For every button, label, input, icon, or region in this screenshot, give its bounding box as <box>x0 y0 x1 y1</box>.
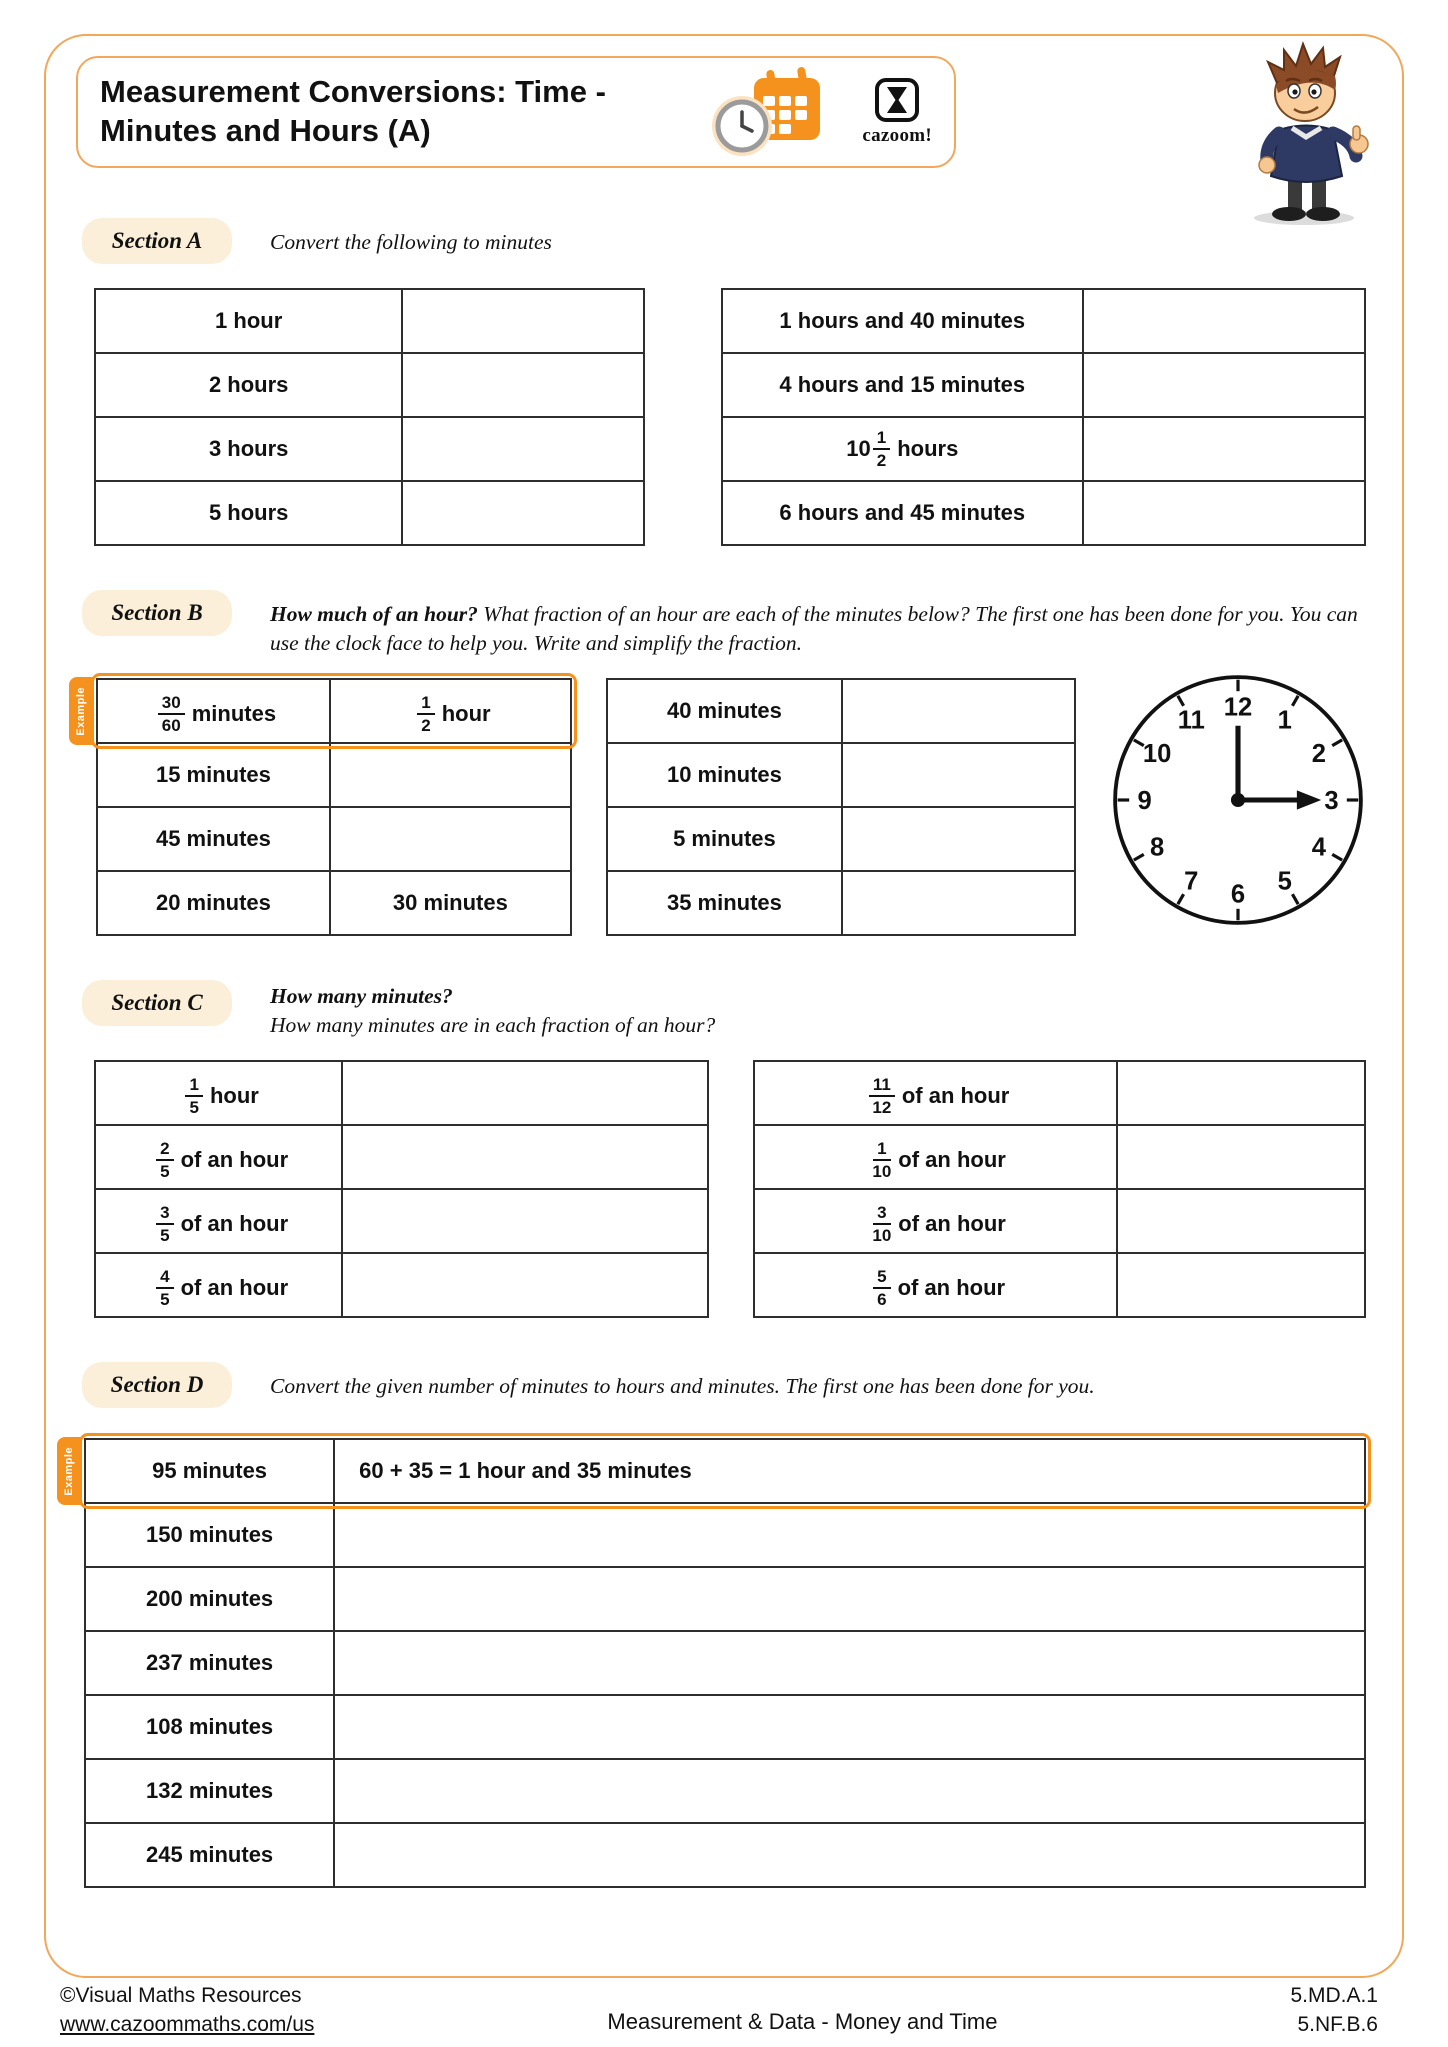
question-cell: 20 minutes <box>97 871 330 935</box>
cazoom-logo-text: cazoom! <box>862 125 932 146</box>
section-b-label: Section B <box>82 590 232 636</box>
example-row <box>85 1439 1365 1503</box>
table-row <box>95 289 644 353</box>
mascot-illustration <box>1232 38 1382 233</box>
section-b-right-table <box>606 678 1076 936</box>
section-b-left-table-wrap <box>75 678 572 936</box>
answer-cell[interactable] <box>402 353 643 417</box>
answer-cell[interactable] <box>1083 417 1365 481</box>
header-box <box>76 56 956 168</box>
answer-cell[interactable] <box>402 289 643 353</box>
question-cell: 5 minutes <box>607 807 842 871</box>
question-cell: 45 minutes <box>97 807 330 871</box>
table-row <box>85 1567 1365 1631</box>
answer-cell[interactable] <box>842 743 1075 807</box>
question-cell: 6 hours and 45 minutes <box>722 481 1083 545</box>
section-c-instruction-rest: How many minutes are in each fraction of an hour? <box>270 1013 716 1038</box>
table-row <box>754 1253 1365 1317</box>
section-a-instruction: Convert the following to minutes <box>270 230 552 254</box>
table-row <box>95 481 644 545</box>
fraction: $\frac{3}{10}$ <box>872 1203 892 1246</box>
question-cell: 40 minutes <box>607 679 842 743</box>
section-d-label: Section D <box>82 1362 232 1408</box>
question-cell: $\frac{2}{5}$ of an hour <box>95 1125 342 1189</box>
section-c-header <box>82 980 1366 1040</box>
fraction: $\frac{1}{10}$ <box>872 1139 892 1182</box>
question-cell: 132 minutes <box>85 1759 334 1823</box>
example-answer-cell: $\frac{1}{2}$ hour <box>330 679 571 743</box>
clock-number: 6 <box>1230 880 1246 909</box>
table-row <box>85 1631 1365 1695</box>
section-a-header <box>82 218 1366 264</box>
table-row <box>97 871 571 935</box>
clock-number: 4 <box>1311 833 1327 862</box>
question-cell: 15 minutes <box>97 743 330 807</box>
question-cell: 1 hour <box>95 289 402 353</box>
table-row <box>754 1189 1365 1253</box>
clock-calendar-icon <box>712 66 832 158</box>
answer-cell[interactable] <box>842 871 1075 935</box>
question-cell: $\frac{1}{5}$ hour <box>95 1061 342 1125</box>
table-row <box>722 289 1365 353</box>
fraction: $\frac{2}{5}$ <box>156 1140 173 1180</box>
table-row <box>607 807 1075 871</box>
section-b-left-table <box>96 678 572 936</box>
answer-cell[interactable] <box>334 1567 1365 1631</box>
cazoom-logo <box>862 77 932 147</box>
section-a-label: Section A <box>82 218 232 264</box>
example-answer-cell: 60 + 35 = 1 hour and 35 minutes <box>334 1439 1365 1503</box>
table-row <box>97 743 571 807</box>
footer-center-text: Measurement & Data - Money and Time <box>607 2009 998 2035</box>
question-cell <box>722 417 1083 481</box>
answer-cell[interactable] <box>1117 1125 1365 1189</box>
question-cell: 35 minutes <box>607 871 842 935</box>
section-c-left-table <box>94 1060 709 1318</box>
answer-cell[interactable] <box>1117 1061 1365 1125</box>
table-row <box>97 807 571 871</box>
clock-number: 11 <box>1177 706 1205 735</box>
question-cell: $\frac{3}{10}$ of an hour <box>754 1189 1117 1253</box>
answer-cell[interactable] <box>342 1253 708 1317</box>
page-title-line2: Minutes and Hours (A) <box>100 113 431 148</box>
example-row <box>97 679 571 743</box>
header <box>82 56 1366 174</box>
example-question-cell: $\frac{30}{60}$ minutes <box>97 679 330 743</box>
table-row <box>85 1759 1365 1823</box>
section-b-header <box>82 590 1366 658</box>
section-b-instruction <box>270 590 1366 658</box>
table-row <box>95 353 644 417</box>
fraction: $\frac{1}{2}$ <box>417 694 434 734</box>
question-cell: 108 minutes <box>85 1695 334 1759</box>
section-d-header <box>82 1362 1366 1408</box>
question-cell: $\frac{4}{5}$ of an hour <box>95 1253 342 1317</box>
example-question-cell: 95 minutes <box>85 1439 334 1503</box>
answer-cell[interactable] <box>334 1503 1365 1567</box>
answer-cell[interactable] <box>330 743 571 807</box>
table-row <box>95 1125 708 1189</box>
table-row <box>95 1253 708 1317</box>
page-title-line1: Measurement Conversions: Time - <box>100 74 606 110</box>
clock-number: 2 <box>1311 740 1327 769</box>
table-row <box>722 417 1365 481</box>
question-cell: 4 hours and 15 minutes <box>722 353 1083 417</box>
clock-number: 8 <box>1149 833 1165 862</box>
table-row <box>85 1503 1365 1567</box>
table-row <box>754 1061 1365 1125</box>
section-a-right-table <box>721 288 1366 546</box>
clock-number: 1 <box>1277 706 1292 735</box>
worksheet-page <box>44 34 1404 1978</box>
section-b-instruction-lead: How much of an hour? <box>270 602 478 626</box>
answer-cell[interactable] <box>1083 289 1365 353</box>
answer-cell[interactable] <box>842 807 1075 871</box>
table-row <box>722 481 1365 545</box>
table-row <box>85 1695 1365 1759</box>
cazoom-logo-icon <box>874 77 920 123</box>
answer-cell[interactable] <box>342 1061 708 1125</box>
question-cell: $\frac{3}{5}$ of an hour <box>95 1189 342 1253</box>
question-cell: $\frac{5}{6}$ of an hour <box>754 1253 1117 1317</box>
question-cell: 200 minutes <box>85 1567 334 1631</box>
fraction: $\frac{4}{5}$ <box>156 1268 173 1308</box>
answer-cell[interactable] <box>1117 1253 1365 1317</box>
clock-number: 3 <box>1324 786 1339 815</box>
section-d-table-wrap <box>63 1438 1366 1888</box>
table-row <box>95 1061 708 1125</box>
fraction: $\frac{11}{12}$ <box>869 1076 895 1116</box>
section-c-tables <box>94 1060 1366 1318</box>
clock-number: 5 <box>1277 867 1292 896</box>
clock-number: 7 <box>1184 867 1199 896</box>
question-cell: 5 hours <box>95 481 402 545</box>
table-row <box>95 1189 708 1253</box>
question-cell: 10 minutes <box>607 743 842 807</box>
standard-code-2: 5.NF.B.6 <box>1297 2012 1378 2036</box>
answer-cell[interactable] <box>342 1189 708 1253</box>
copyright-text: ©Visual Maths Resources <box>60 1984 302 2008</box>
answer-cell[interactable] <box>334 1823 1365 1887</box>
mixed-number: 10 $\frac{1}{2}$ hours <box>846 428 959 470</box>
section-b-content <box>75 678 1366 936</box>
clock-illustration <box>1110 672 1366 933</box>
table-row <box>754 1125 1365 1189</box>
section-c-instruction-lead: How many minutes? <box>270 984 453 1009</box>
table-row <box>607 871 1075 935</box>
answer-cell[interactable] <box>334 1631 1365 1695</box>
section-c-instruction <box>270 980 1366 1040</box>
question-cell: $\frac{11}{12}$ of an hour <box>754 1061 1117 1125</box>
answer-cell[interactable] <box>402 481 643 545</box>
section-a-left-table <box>94 288 645 546</box>
fraction: $\frac{1}{2}$ <box>873 429 890 469</box>
answer-cell[interactable] <box>330 807 571 871</box>
footer <box>60 1982 1378 2039</box>
question-cell: 1 hours and 40 minutes <box>722 289 1083 353</box>
website-link[interactable]: www.cazoommaths.com/us <box>60 2012 315 2036</box>
footer-standards <box>1290 1982 1378 2039</box>
answer-cell[interactable] <box>1083 481 1365 545</box>
table-row <box>95 417 644 481</box>
table-row <box>607 743 1075 807</box>
fraction: $\frac{1}{5}$ <box>185 1076 202 1116</box>
answer-cell[interactable] <box>342 1125 708 1189</box>
fraction: $\frac{3}{5}$ <box>156 1204 173 1244</box>
fraction: $\frac{30}{60}$ <box>158 694 185 734</box>
header-icons <box>712 66 932 158</box>
section-d-table <box>84 1438 1366 1888</box>
fraction: $\frac{5}{6}$ <box>873 1268 890 1308</box>
question-cell: 2 hours <box>95 353 402 417</box>
table-row <box>722 353 1365 417</box>
clock-number: 10 <box>1142 740 1172 769</box>
answer-cell[interactable]: 30 minutes <box>330 871 571 935</box>
section-b-instruction-rest: What fraction of an hour are each of the minutes below? The first one has been done for you. You can use the clock face to help you. Write and simplify the fraction. <box>270 602 1358 656</box>
clock-center-dot <box>1231 793 1245 807</box>
clock-face <box>1110 672 1366 928</box>
clock-number: 12 <box>1223 693 1253 722</box>
question-cell: $\frac{1}{10}$ of an hour <box>754 1125 1117 1189</box>
standard-code-1: 5.MD.A.1 <box>1290 1984 1378 2008</box>
section-d-instruction: Convert the given number of minutes to hours and minutes. The first one has been done for you. <box>270 1374 1095 1399</box>
section-c-label: Section C <box>82 980 232 1026</box>
answer-cell[interactable] <box>1083 353 1365 417</box>
clock-number: 9 <box>1137 786 1152 815</box>
question-cell: 150 minutes <box>85 1503 334 1567</box>
question-cell: 3 hours <box>95 417 402 481</box>
answer-cell[interactable] <box>402 417 643 481</box>
example-tab: Example <box>69 677 93 745</box>
answer-cell[interactable] <box>334 1759 1365 1823</box>
footer-left <box>60 1982 314 2039</box>
table-row <box>85 1823 1365 1887</box>
section-c-right-table <box>753 1060 1366 1318</box>
question-cell: 237 minutes <box>85 1631 334 1695</box>
section-a-tables <box>94 288 1366 546</box>
example-tab: Example <box>57 1437 81 1505</box>
table-row <box>607 679 1075 743</box>
answer-cell[interactable] <box>334 1695 1365 1759</box>
question-cell: 245 minutes <box>85 1823 334 1887</box>
answer-cell[interactable] <box>842 679 1075 743</box>
answer-cell[interactable] <box>1117 1189 1365 1253</box>
page-title <box>100 73 606 151</box>
